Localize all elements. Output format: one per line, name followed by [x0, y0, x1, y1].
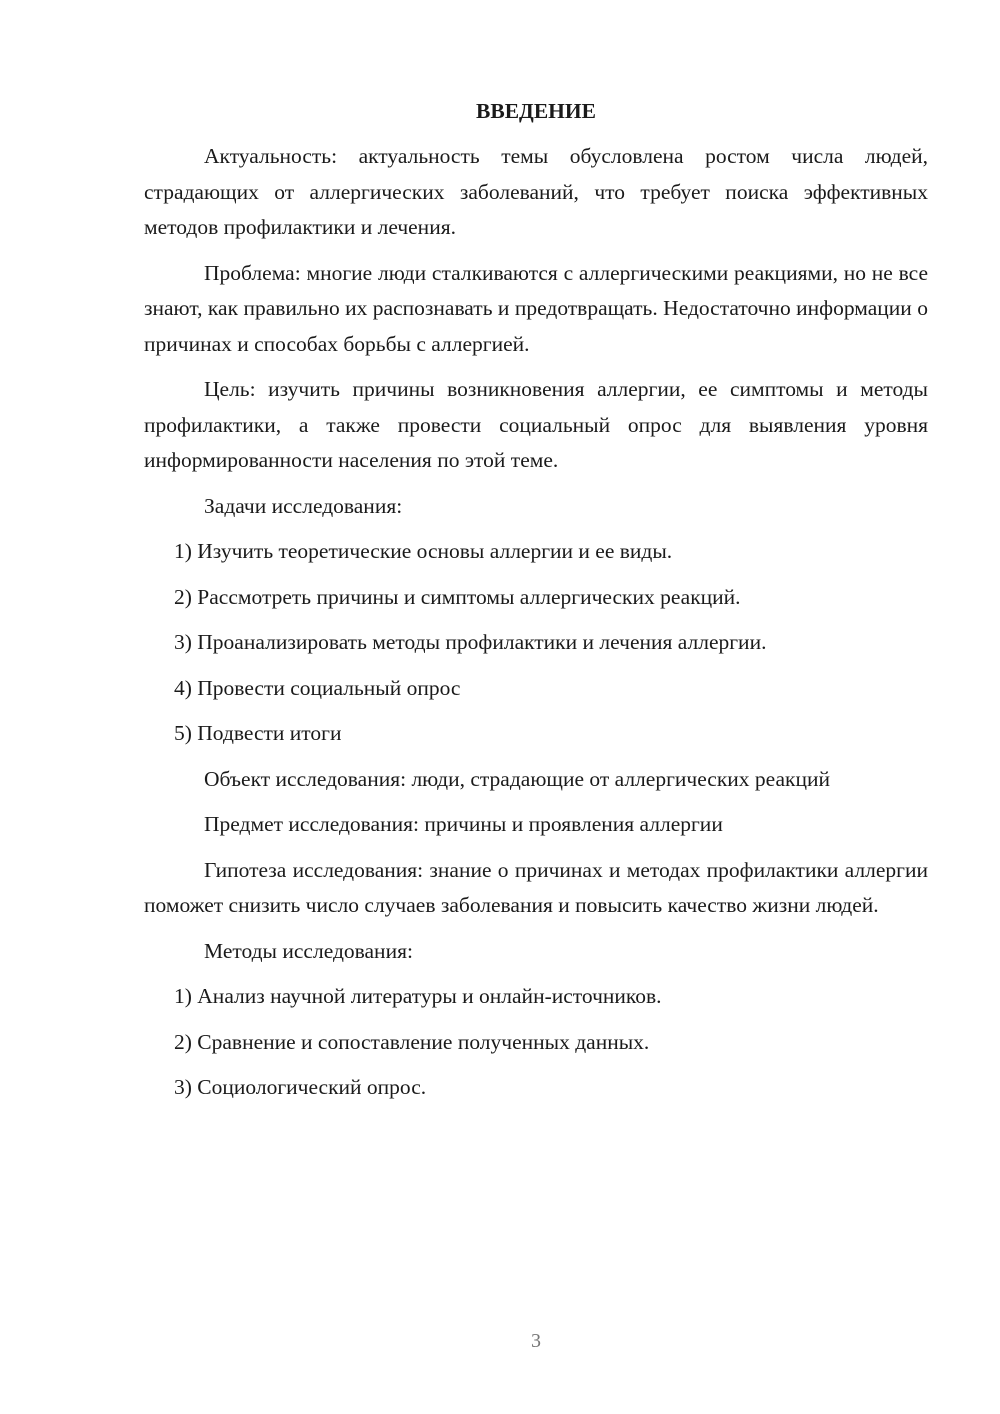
page-number: 3	[531, 1330, 541, 1352]
object-paragraph: Объект исследования: люди, страдающие от аллергических реакций	[204, 766, 830, 791]
document-body	[144, 94, 928, 1116]
task-item: 1) Изучить теоретические основы аллергии и ее виды.	[174, 539, 673, 563]
subject-paragraph: Предмет исследования: причины и проявления аллергии	[204, 812, 723, 836]
problem-paragraph: Проблема: многие люди сталкиваются с аллергическими реакциями, но не все знают, как правильно их распознавать и предотвращать. Недостаточно информации о причинах и способах борьбы с аллергией.	[144, 260, 928, 356]
goal-paragraph: Цель: изучить причины возникновения аллергии, ее симптомы и методы профилактики, а также провести социальный опрос для выявления уровня информированности населения по этой теме.	[144, 377, 928, 472]
method-item: 3) Социологический опрос.	[174, 1075, 427, 1099]
hypothesis-paragraph: Гипотеза исследования: знание о причинах и методах профилактики аллергии поможет снизить число случаев заболевания и повысить качество жизни людей.	[144, 857, 928, 917]
relevance-paragraph: Актуальность: актуальность темы обусловлена ростом числа людей, страдающих от аллергических заболеваний, что требует поиска эффективных методов профилактики и лечения.	[144, 144, 928, 239]
method-item: 2) Сравнение и сопоставление полученных данных.	[174, 1029, 650, 1054]
task-item: 2) Рассмотреть причины и симптомы аллергических реакций.	[174, 584, 741, 609]
section-title: ВВЕДЕНИЕ	[476, 99, 596, 123]
task-item: 5) Подвести итоги	[174, 721, 342, 745]
methods-heading: Методы исследования:	[204, 938, 413, 963]
task-item: 4) Провести социальный опрос	[174, 675, 461, 700]
task-item: 3) Проанализировать методы профилактики и лечения аллергии.	[174, 630, 767, 654]
method-item: 1) Анализ научной литературы и онлайн-источников.	[174, 984, 662, 1008]
tasks-heading: Задачи исследования:	[204, 493, 403, 518]
